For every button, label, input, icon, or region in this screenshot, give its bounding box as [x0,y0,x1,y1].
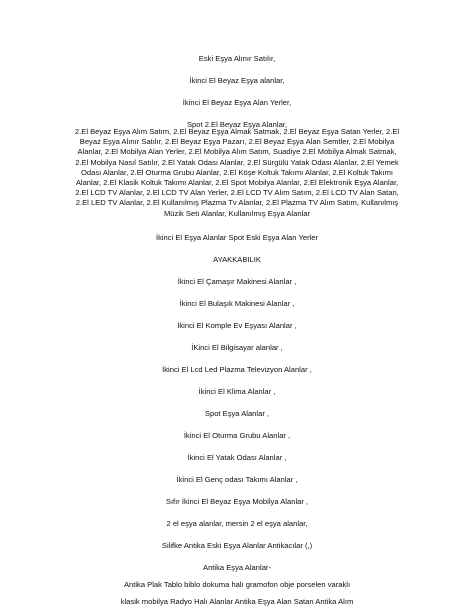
text-line-12: Spot Eşya Alanlar , [204,409,270,418]
text-line-14: İkinci El Yatak Odası Alanlar , [187,453,287,462]
text-line-20: Antika Plak Tablo biblo dokuma halı gramofon obje porselen varaklı [123,580,351,589]
text-line-2: İkinci El Beyaz Eşya alanlar, [189,76,285,85]
text-line-6: İkinci El Çamaşır Makinesi Alanlar , [177,277,297,286]
text-line-5: İkinci El Eşya Alanlar Spot Eski Eşya Alan Yerler [155,233,319,242]
text-line-4: Spot 2.El Beyaz Eşya Alanlar, [186,120,288,129]
text-line-19: Antika Eşya Alanlar- [203,563,271,572]
text-line-18: Silifke Antika Eski Eşya Alanlar Antikacılar (,) [161,541,313,550]
keyword-paragraph: 2.El Beyaz Eşya Alım Satım, 2.El Beyaz Eşya Almak Satmak, 2.El Beyaz Eşya Satan Yerler, 2.El Beyaz Eşya Alınır Satılır, 2.El Beyaz Eşya Pazarı, 2.El Beyaz Eşya Alan Semtler, 2.El Mobilya Alanlar, 2.El Mobilya Alan Yerler, 2.El Mobilya Alım Satım, Suadiye 2.El Mobilya Almak Satmak, 2.El Mobilya Nasıl Satılır, 2.El Yatak Odası Alanlar, 2.El Sürgülü Yatak Odası Alanlar, 2.El Yemek Odası Alanlar, 2.El Oturma Grubu Alanlar, 2.El Köşe Koltuk Takımı Alanlar, 2.El Koltuk Takımı Alanlar, 2.El Klasik Koltuk Takımı Alanlar, 2.El Spot Mobilya Alanlar, 2.El Elektronik Eşya Alanlar, 2.El LCD TV Alanlar, 2.El LCD TV Alan Yerler, 2.El LCD TV Alım Satım, 2.El LCD TV Alan Satan, 2.El LED TV Alanlar, 2.El Kullanılmış Plazma Tv Alanlar, 2.El Plazma TV Alım Satım, Kullanılmış Müzik Setı Alanlar, Kullanılmış Eşya Alanlar [74,127,400,218]
text-line-15: İkinci El Genç odası Takımı Alanlar , [176,475,298,484]
text-line-21: klasik mobilya Radyo Halı Alanlar Antika Eşya Alan Satan Antika Alım [120,597,354,606]
text-line-3: İkinci El Beyaz Eşya Alan Yerler, [182,98,292,107]
text-line-13: İkinci El Oturma Grubu Alanlar , [183,431,291,440]
text-line-8: İkinci El Komple Ev Eşyası Alanlar , [177,321,297,330]
text-line-9: İKinci El Bilgisayar alanlar , [191,343,283,352]
text-line-17: 2 el eşya alanlar, mersin 2 el eşya alanlar, [166,519,308,528]
text-line-16: Sıfır İkinci El Beyaz Eşya Mobilya Alanlar , [165,497,309,506]
text-line-10: İkinci El Lcd Led Plazma Televizyon Alanlar , [162,365,312,374]
text-line-1: Eski Eşya Alınır Satılır, [198,54,276,63]
text-line-11: İkinci El Klima Alanlar , [198,387,276,396]
section-heading: AYAKKABILIK [213,255,261,264]
text-line-7: İkinci El Bulaşık Makinesi Alanlar , [179,299,295,308]
